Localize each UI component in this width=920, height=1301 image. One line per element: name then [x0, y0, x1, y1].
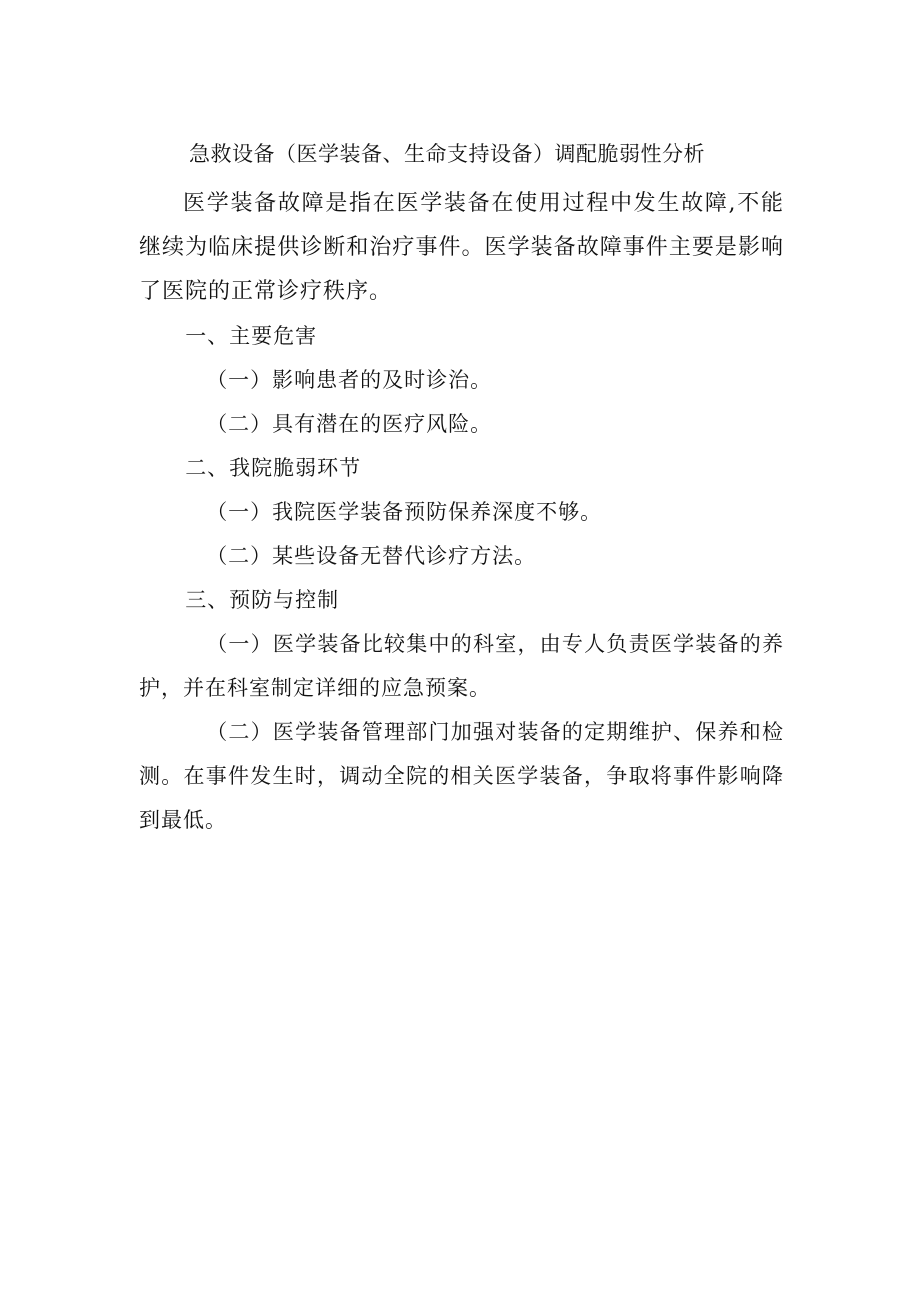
section-heading-hazards: 一、主要危害 — [185, 324, 318, 348]
prevention-item-2: （二）医学装备管理部门加强对装备的定期维护、保养和检测。在事件发生时，调动全院的相关医学装备，争取将事件影响降到最低。 — [139, 720, 784, 832]
section-heading-prevention: 三、预防与控制 — [185, 588, 340, 612]
document-title: 急救设备（医学装备、生命支持设备）调配脆弱性分析 — [189, 142, 705, 166]
prevention-item-1: （一）医学装备比较集中的科室，由专人负责医学装备的养护，并在科室制定详细的应急预案。 — [139, 632, 784, 700]
intro-paragraph: 医学装备故障是指在医学装备在使用过程中发生故障,不能继续为临床提供诊断和治疗事件。医学装备故障事件主要是影响了医院的正常诊疗秩序。 — [139, 191, 784, 304]
hazard-item-1: （一）影响患者的及时诊治。 — [206, 368, 493, 392]
section-heading-weak-points: 二、我院脆弱环节 — [185, 456, 362, 480]
weak-point-item-1: （一）我院医学装备预防保养深度不够。 — [206, 500, 603, 524]
weak-point-item-2: （二）某些设备无替代诊疗方法。 — [206, 544, 537, 568]
hazard-item-2: （二）具有潜在的医疗风险。 — [206, 412, 493, 436]
document-body — [139, 136, 784, 842]
